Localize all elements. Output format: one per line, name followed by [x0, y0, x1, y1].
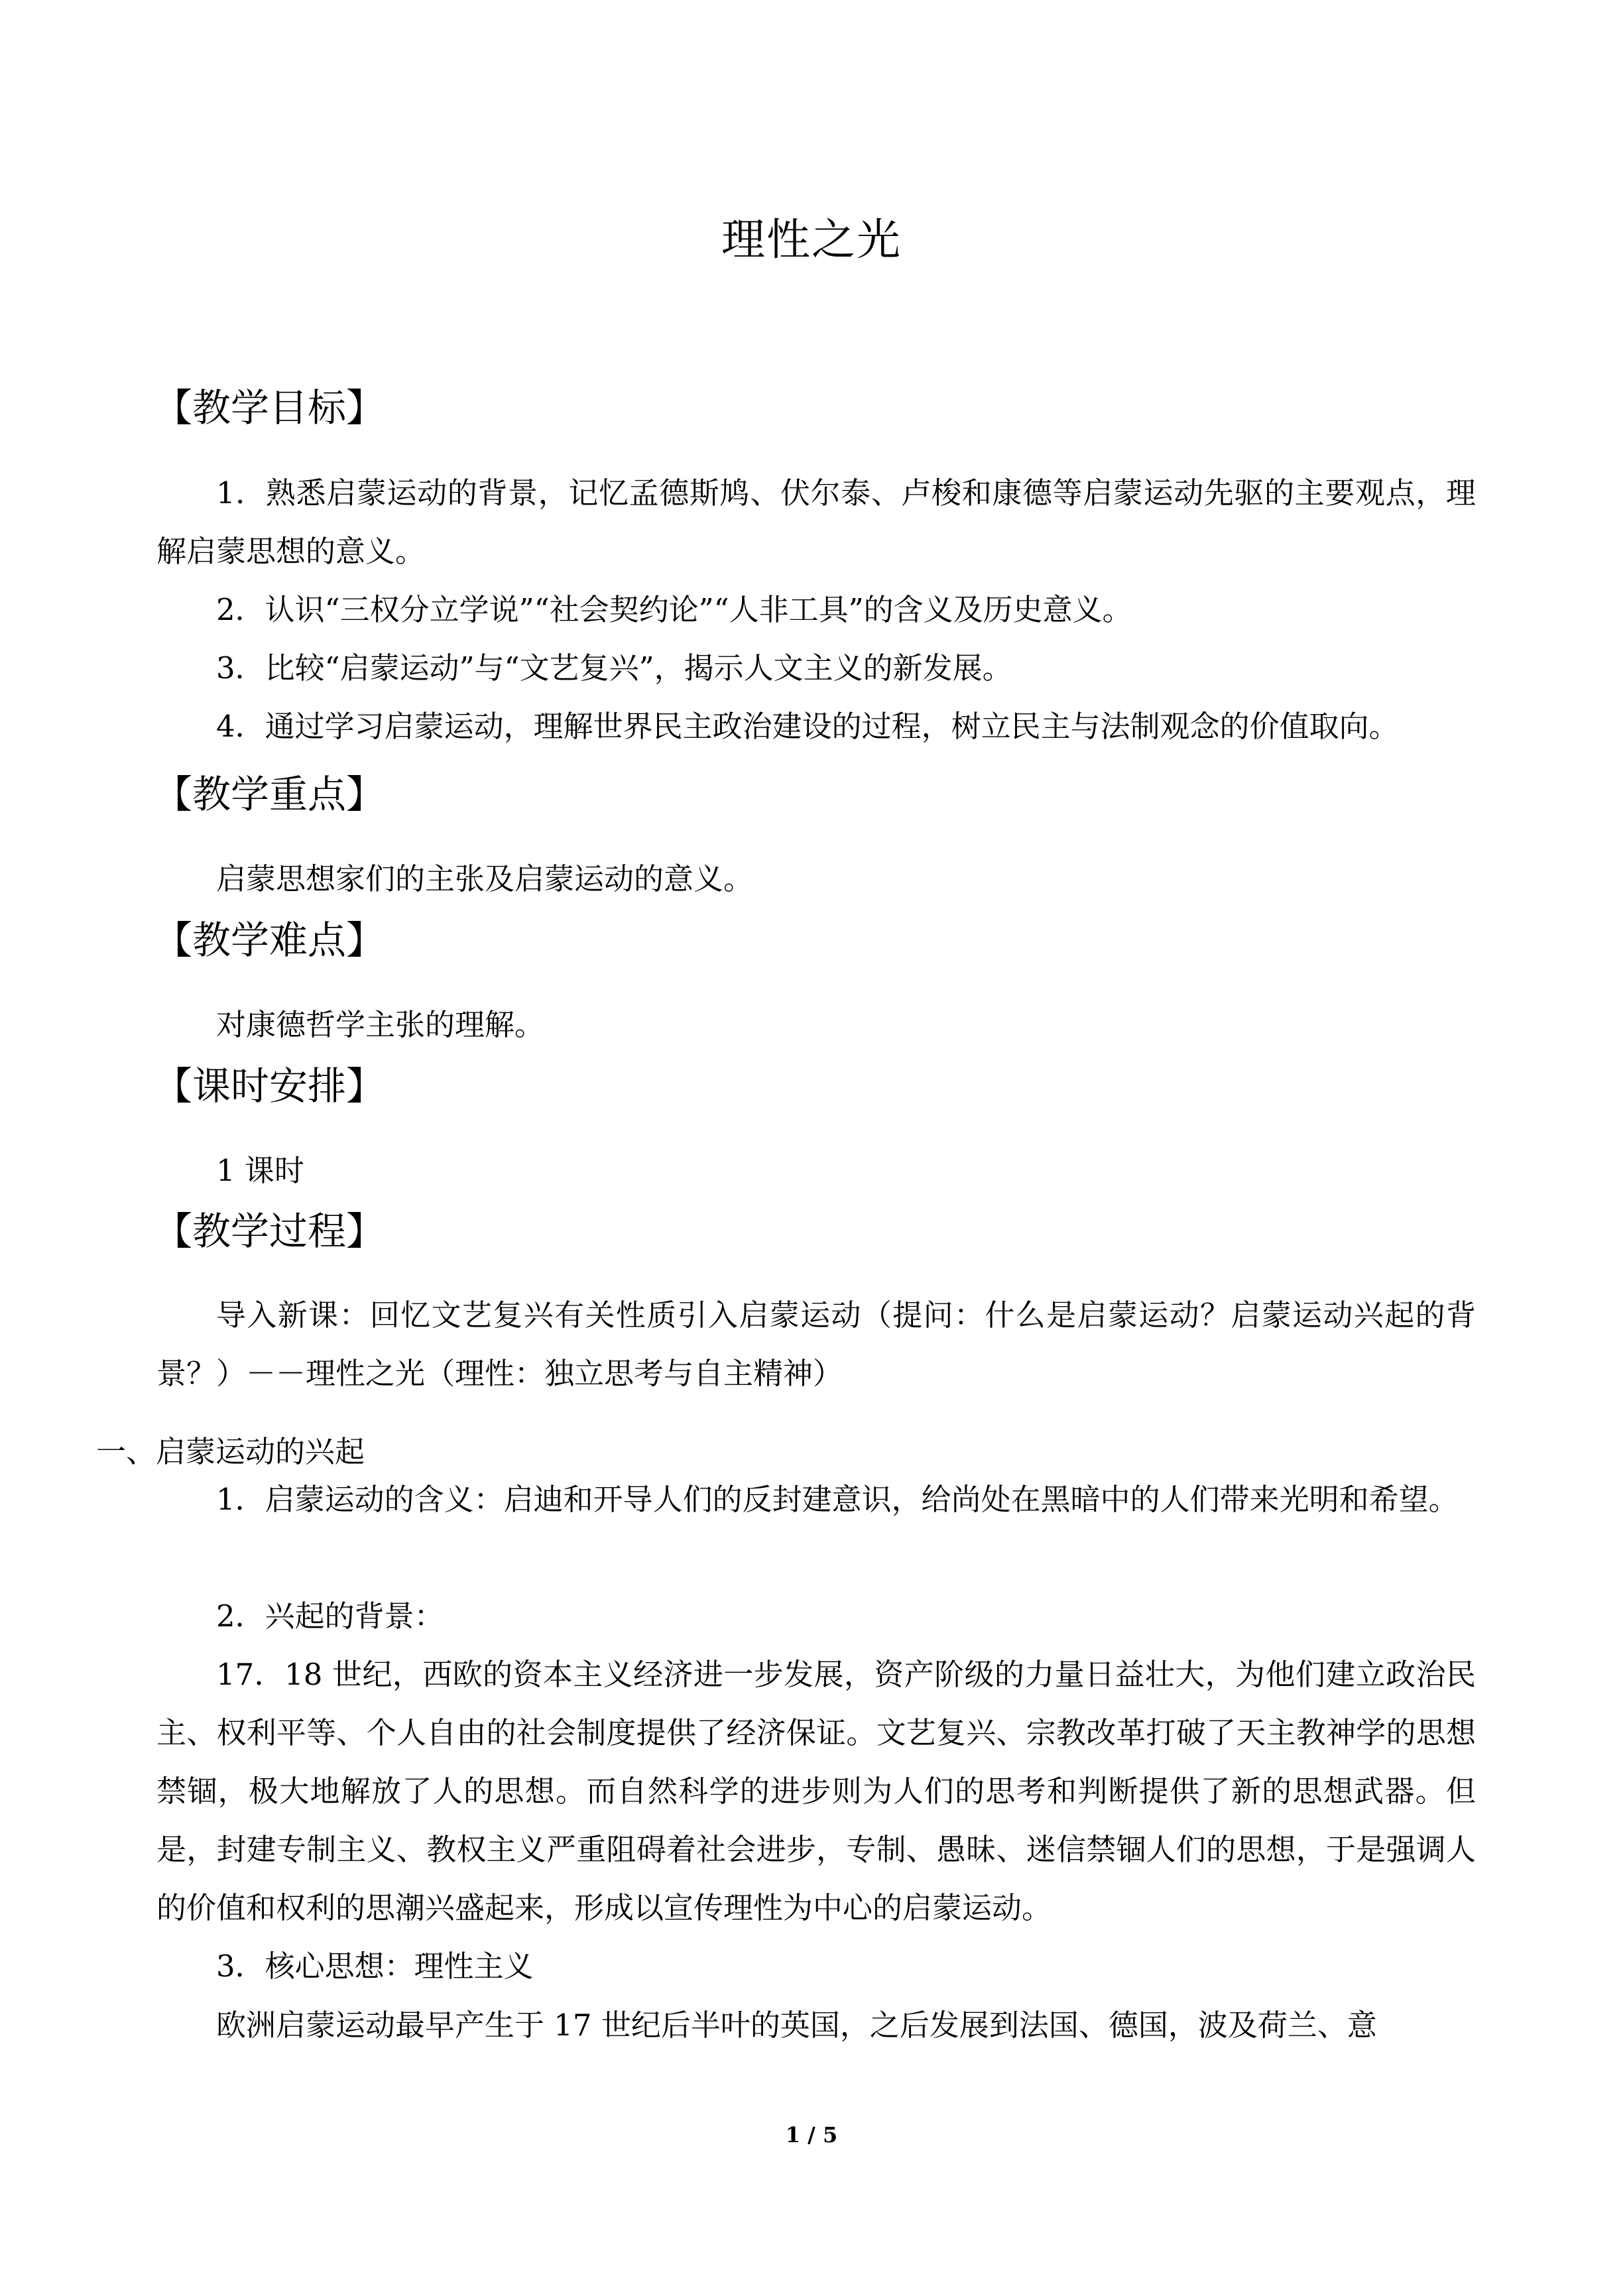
key-points-text: 启蒙思想家们的主张及启蒙运动的意义。	[216, 861, 754, 896]
objective-item-4: 4．通过学习启蒙运动，理解世界民主政治建设的过程，树立民主与法制观念的价值取向。	[216, 709, 1399, 744]
objective-item-3: 3．比较“启蒙运动”与“文艺复兴”，揭示人文主义的新发展。	[216, 650, 1012, 686]
heading-process: 【教学过程】	[154, 1209, 385, 1254]
heading-difficulties: 【教学难点】	[154, 918, 385, 963]
background-text: 17．18 世纪，西欧的资本主义经济进一步发展，资产阶级的力量日益壮大，为他们建立政治民主、权利平等、个人自由的社会制度提供了经济保证。文艺复兴、宗教改革打破了天主教神学的思想禁锢，极大地解放了人的思想。而自然科学的进步则为人们的思考和判断提供了新的思想武器。但是，封建专制主义、教权主义严重阻碍着社会进步，专制、愚昧、迷信禁锢人们的思想，于是强调人的价值和权利的思潮兴盛起来，形成以宣传理性为中心的启蒙运动。	[156, 1657, 1476, 1925]
part1-title: 一、启蒙运动的兴起	[96, 1434, 365, 1469]
last-line: 欧洲启蒙运动最早产生于 17 世纪后半叶的英国，之后发展到法国、德国，波及荷兰、意	[216, 2008, 1377, 2043]
objective-item-2: 2．认识“三权分立学说”“社会契约论”“人非工具”的含义及历史意义。	[216, 592, 1132, 627]
heading-objectives: 【教学目标】	[154, 385, 385, 430]
difficulties-text: 对康德哲学主张的理解。	[216, 1007, 545, 1042]
core-idea-label: 3．核心思想：理性主义	[216, 1949, 534, 1984]
document-title: 理性之光	[721, 214, 902, 265]
heading-key-points: 【教学重点】	[154, 772, 385, 817]
page-number: 1 / 5	[785, 2122, 838, 2147]
background-label: 2．兴起的背景：	[216, 1599, 444, 1634]
schedule-text: 1 课时	[216, 1153, 304, 1188]
heading-schedule: 【课时安排】	[154, 1063, 385, 1109]
objective-item-1: 1．熟悉启蒙运动的背景，记忆孟德斯鸠、伏尔泰、卢梭和康德等启蒙运动先驱的主要观点，理解启蒙思想的意义。	[156, 475, 1476, 569]
process-intro: 导入新课：回忆文艺复兴有关性质引入启蒙运动（提问：什么是启蒙运动？启蒙运动兴起的背景？）－－理性之光（理性：独立思考与自主精神）	[156, 1298, 1476, 1391]
enlightenment-meaning: 1．启蒙运动的含义：启迪和开导人们的反封建意识，给尚处在黑暗中的人们带来光明和希望。	[216, 1482, 1459, 1517]
